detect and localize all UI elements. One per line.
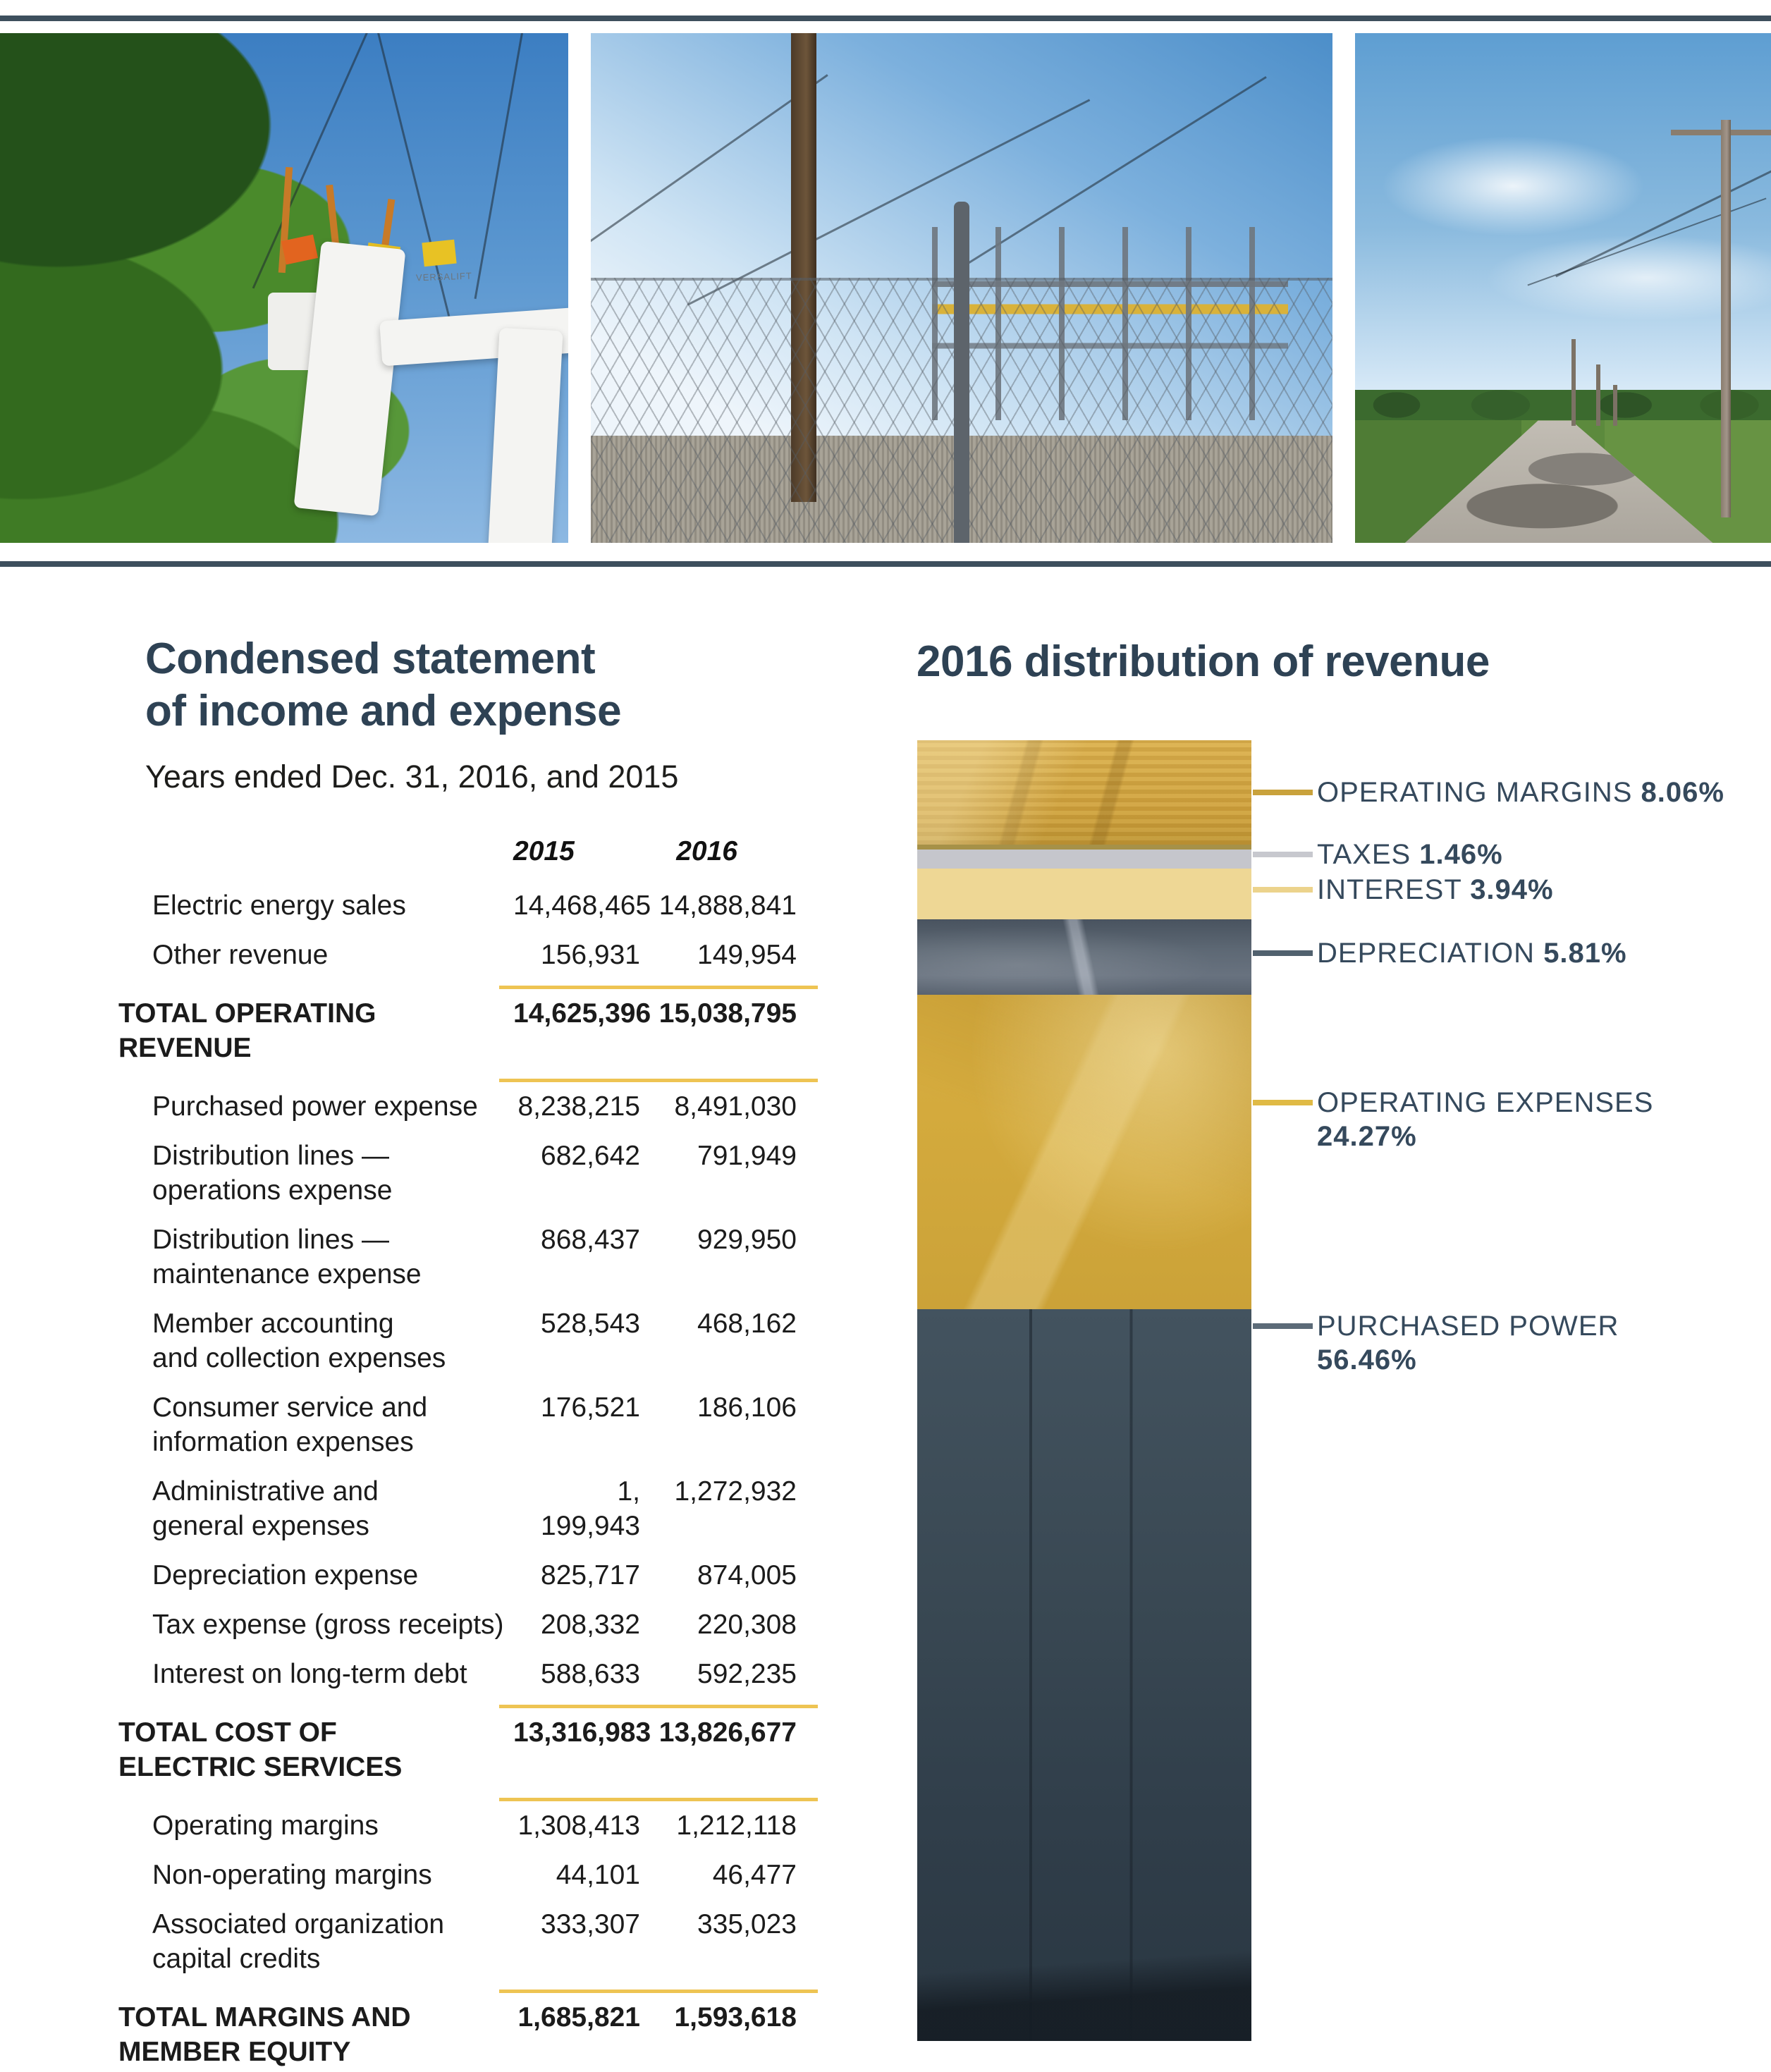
statement-row bbox=[118, 1907, 818, 1976]
value-2015: 333,307 bbox=[541, 1909, 640, 1939]
segment-label-purchased-power bbox=[1317, 1309, 1619, 1377]
value-2015: 8,238,215 bbox=[517, 1091, 640, 1122]
statement-title-line2: of income and expense bbox=[145, 687, 622, 735]
value-2016: 592,235 bbox=[697, 1659, 797, 1689]
value-2016: 14,888,841 bbox=[658, 890, 797, 921]
boom-brand-text: VERSALIFT bbox=[415, 270, 473, 283]
fence-gatepost bbox=[954, 202, 969, 543]
revenue-distribution-stacked-bar bbox=[917, 740, 1251, 2041]
row-label: Member accounting and collection expenses bbox=[152, 1308, 446, 1373]
statement-total-row bbox=[118, 1715, 818, 1784]
value-2016: 149,954 bbox=[697, 940, 797, 970]
row-label: Tax expense (gross receipts) bbox=[152, 1610, 504, 1640]
gold-rule bbox=[499, 1079, 818, 1082]
chart-title: 2016 distribution of revenue bbox=[917, 637, 1490, 686]
segment-label-operating-expenses bbox=[1317, 1086, 1653, 1153]
segment-label-text: OPERATING EXPENSES bbox=[1317, 1086, 1654, 1118]
value-2015: 868,437 bbox=[541, 1225, 640, 1255]
statement-row bbox=[118, 1858, 818, 1892]
value-2016: 468,162 bbox=[697, 1308, 797, 1339]
row-label: TOTAL COST OF ELECTRIC SERVICES bbox=[118, 1717, 403, 1782]
value-2016: 1,212,118 bbox=[676, 1810, 797, 1841]
value-2016: 13,826,677 bbox=[658, 1717, 797, 1748]
segment-label-depreciation bbox=[1317, 936, 1627, 970]
row-label: Other revenue bbox=[152, 940, 329, 970]
value-2016: 46,477 bbox=[712, 1860, 797, 1890]
value-2016: 8,491,030 bbox=[674, 1091, 797, 1122]
leader-line-depreciation bbox=[1253, 950, 1313, 956]
gold-rule bbox=[499, 1990, 818, 1993]
row-label: Distribution lines — operations expense bbox=[152, 1141, 393, 1206]
statement-row bbox=[118, 1222, 818, 1292]
statement-table bbox=[118, 836, 818, 2072]
segment-purchased-power bbox=[917, 1309, 1251, 2041]
segment-label-operating-margins bbox=[1317, 776, 1724, 809]
segment-percentage: 1.46% bbox=[1419, 839, 1503, 871]
row-label: Purchased power expense bbox=[152, 1091, 478, 1122]
statement-row bbox=[118, 1657, 818, 1691]
power-wire bbox=[1555, 146, 1771, 278]
value-2015: 682,642 bbox=[541, 1141, 640, 1171]
row-label: Depreciation expense bbox=[152, 1560, 419, 1590]
statement-title bbox=[145, 633, 818, 737]
statement-row bbox=[118, 1808, 818, 1843]
row-label: TOTAL OPERATING REVENUE bbox=[118, 998, 376, 1063]
row-label: TOTAL MARGINS AND MEMBER EQUITY bbox=[118, 2002, 411, 2067]
statement-row bbox=[118, 1390, 818, 1459]
row-label: Distribution lines — maintenance expense bbox=[152, 1225, 422, 1289]
segment-label-text: DEPRECIATION bbox=[1317, 937, 1544, 969]
statement-row bbox=[118, 1607, 818, 1642]
row-label: Administrative and general expenses bbox=[152, 1476, 379, 1541]
value-2015: 528,543 bbox=[541, 1308, 640, 1339]
leader-line-interest bbox=[1253, 887, 1313, 893]
gold-rule bbox=[499, 1705, 818, 1708]
value-2015: 1,685,821 bbox=[517, 2002, 640, 2033]
segment-label-text: OPERATING MARGINS bbox=[1317, 777, 1641, 809]
segment-percentage: 5.81% bbox=[1543, 937, 1627, 969]
segment-label-text: PURCHASED POWER bbox=[1317, 1311, 1619, 1342]
statement-row bbox=[118, 888, 818, 923]
value-2016: 874,005 bbox=[697, 1560, 797, 1590]
leader-line-taxes bbox=[1253, 852, 1313, 857]
leader-line-operating-expenses bbox=[1253, 1100, 1313, 1105]
photo-linemen-bucket-trucks-cornfield bbox=[0, 33, 568, 543]
foreground-power-pole bbox=[1721, 120, 1731, 517]
value-2016: 791,949 bbox=[697, 1141, 797, 1171]
distant-power-pole bbox=[1571, 339, 1576, 426]
value-2016: 15,038,795 bbox=[658, 998, 797, 1029]
segment-operating-margins bbox=[917, 740, 1251, 850]
value-2015: 14,625,396 bbox=[513, 998, 651, 1029]
segment-percentage: 3.94% bbox=[1470, 873, 1554, 905]
row-label: Interest on long-term debt bbox=[152, 1659, 467, 1689]
value-2016: 335,023 bbox=[697, 1909, 797, 1939]
row-label: Operating margins bbox=[152, 1810, 379, 1841]
statement-row bbox=[118, 1558, 818, 1593]
segment-label-interest bbox=[1317, 873, 1554, 907]
value-2015: 13,316,983 bbox=[513, 1717, 651, 1748]
statement-row bbox=[118, 1474, 818, 1543]
row-label: Non-operating margins bbox=[152, 1860, 432, 1890]
photo-strip-divider-rule bbox=[0, 561, 1771, 567]
photo-rural-road-power-poles bbox=[1355, 33, 1771, 543]
value-2015: 156,931 bbox=[541, 940, 640, 970]
statement-table-body bbox=[118, 888, 818, 2072]
power-wire bbox=[474, 33, 528, 299]
gold-rule bbox=[499, 986, 818, 989]
segment-depreciation bbox=[917, 919, 1251, 995]
leader-line-purchased-power bbox=[1253, 1323, 1313, 1329]
top-divider-rule bbox=[0, 16, 1771, 21]
value-2015: 176,521 bbox=[541, 1392, 640, 1423]
distant-power-pole bbox=[1596, 364, 1600, 426]
segment-label-text: TAXES bbox=[1317, 839, 1420, 871]
gold-rule bbox=[499, 1798, 818, 1801]
statement-title-line1: Condensed statement bbox=[145, 635, 596, 683]
value-2015: 1,308,413 bbox=[517, 1810, 640, 1841]
photo-electric-substation bbox=[591, 33, 1332, 543]
value-2015: 208,332 bbox=[541, 1610, 640, 1640]
treeline bbox=[1355, 390, 1771, 420]
distant-power-pole bbox=[1613, 385, 1617, 426]
segment-label-text: INTEREST bbox=[1317, 873, 1471, 905]
row-label: Associated organization capital credits bbox=[152, 1909, 445, 1974]
value-2015: 44,101 bbox=[556, 1860, 640, 1890]
bucket-truck-boom bbox=[487, 328, 563, 543]
statement-row bbox=[118, 1139, 818, 1208]
value-2016: 186,106 bbox=[697, 1392, 797, 1423]
row-label: Electric energy sales bbox=[152, 890, 406, 921]
row-label: Consumer service and information expenses bbox=[152, 1392, 428, 1457]
value-2016: 220,308 bbox=[697, 1610, 797, 1640]
bucket-truck-boom bbox=[293, 241, 405, 516]
value-2015: 588,633 bbox=[541, 1659, 640, 1689]
value-2016: 1,593,618 bbox=[674, 2002, 797, 2033]
segment-interest bbox=[917, 869, 1251, 919]
value-2016: 929,950 bbox=[697, 1225, 797, 1255]
column-header-2016: 2016 bbox=[676, 836, 737, 866]
segment-percentage: 8.06% bbox=[1641, 777, 1724, 809]
segment-operating-expenses bbox=[917, 995, 1251, 1309]
segment-taxes bbox=[917, 850, 1251, 869]
statement-total-row bbox=[118, 2000, 818, 2069]
column-header-2015: 2015 bbox=[513, 836, 575, 866]
statement-table-header bbox=[118, 836, 818, 867]
segment-label-taxes bbox=[1317, 838, 1503, 871]
segment-percentage: 56.46% bbox=[1317, 1344, 1417, 1376]
statement-row bbox=[118, 1306, 818, 1375]
leader-line-operating-margins bbox=[1253, 790, 1313, 795]
value-2015: 1, 199,943 bbox=[541, 1476, 640, 1541]
warning-flag bbox=[422, 240, 456, 267]
value-2015: 825,717 bbox=[541, 1560, 640, 1590]
value-2015: 14,468,465 bbox=[513, 890, 651, 921]
segment-percentage: 24.27% bbox=[1317, 1120, 1417, 1152]
value-2016: 1,272,932 bbox=[674, 1476, 797, 1507]
statement-total-row bbox=[118, 996, 818, 1065]
statement-subtitle: Years ended Dec. 31, 2016, and 2015 bbox=[145, 759, 679, 795]
income-expense-statement bbox=[118, 633, 818, 2072]
statement-row bbox=[118, 938, 818, 972]
statement-row bbox=[118, 1089, 818, 1124]
